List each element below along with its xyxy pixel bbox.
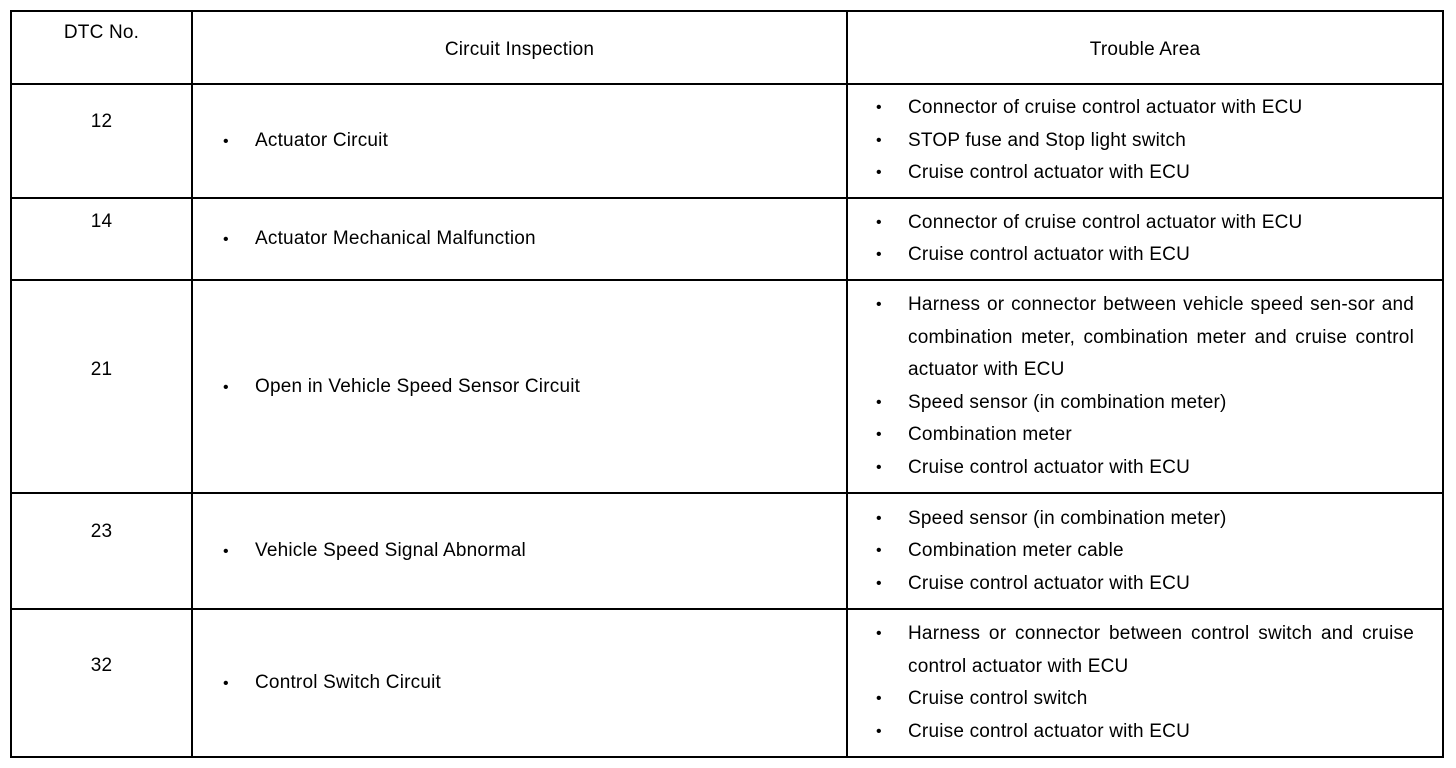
trouble-area-cell: [847, 609, 1443, 757]
bullet-icon: •: [876, 213, 882, 231]
trouble-area-text: Speed sensor (in combination meter): [908, 507, 1227, 529]
dtc-table: [10, 10, 1444, 758]
header-dtc-no: DTC No.: [11, 11, 192, 84]
bullet-icon: •: [223, 133, 229, 151]
trouble-area-cell: [847, 198, 1443, 280]
trouble-area-item: [876, 568, 1414, 601]
table-row: [11, 84, 1443, 198]
bullet-icon: •: [876, 542, 882, 560]
table-header-row: [11, 11, 1443, 84]
bullet-icon: •: [876, 131, 882, 149]
circuit-inspection-text: Open in Vehicle Speed Sensor Circuit: [255, 375, 581, 397]
bullet-icon: •: [223, 231, 229, 249]
dtc-number: 14: [11, 198, 192, 280]
bullet-icon: •: [876, 164, 882, 182]
trouble-area-cell: [847, 84, 1443, 198]
trouble-area-item: [876, 125, 1414, 158]
trouble-area-text: Speed sensor (in combination meter): [908, 391, 1227, 413]
table-row: [11, 493, 1443, 609]
trouble-area-item: [876, 716, 1414, 749]
bullet-icon: •: [223, 675, 229, 693]
bullet-icon: •: [876, 509, 882, 527]
trouble-area-text: Cruise control actuator with ECU: [908, 244, 1191, 266]
circuit-inspection-cell: [192, 84, 847, 198]
trouble-area-list: [876, 289, 1414, 484]
table-row: [11, 280, 1443, 493]
bullet-icon: •: [876, 296, 882, 314]
bullet-icon: •: [876, 458, 882, 476]
trouble-area-text: Cruise control switch: [908, 688, 1088, 710]
trouble-area-text: Connector of cruise control actuator with ECU: [908, 211, 1303, 233]
trouble-area-cell: [847, 493, 1443, 609]
circuit-inspection-item: [223, 130, 846, 152]
trouble-area-text: STOP fuse and Stop light switch: [908, 129, 1186, 151]
trouble-area-item: [876, 683, 1414, 716]
dtc-number: 12: [11, 84, 192, 198]
circuit-inspection-item: [223, 228, 846, 250]
table-row: [11, 609, 1443, 757]
bullet-icon: •: [876, 574, 882, 592]
trouble-area-item: [876, 503, 1414, 536]
trouble-area-item: [876, 452, 1414, 485]
header-trouble-area: Trouble Area: [847, 11, 1443, 84]
trouble-area-item: [876, 387, 1414, 420]
header-circuit-inspection: Circuit Inspection: [192, 11, 847, 84]
circuit-inspection-cell: [192, 609, 847, 757]
trouble-area-text: Cruise control actuator with ECU: [908, 572, 1191, 594]
circuit-inspection-item: [223, 376, 846, 398]
trouble-area-text: Harness or connector between vehicle speed sen-sor and combination meter, combination meter and cruise control actuator with ECU: [908, 294, 1414, 381]
circuit-inspection-item: [223, 540, 846, 562]
table-row: [11, 198, 1443, 280]
trouble-area-text: Harness or connector between control switch and cruise control actuator with ECU: [908, 623, 1414, 677]
bullet-icon: •: [223, 378, 229, 396]
circuit-inspection-cell: [192, 493, 847, 609]
bullet-icon: •: [876, 99, 882, 117]
trouble-area-item: [876, 157, 1414, 190]
circuit-inspection-cell: [192, 280, 847, 493]
trouble-area-item: [876, 419, 1414, 452]
dtc-number: 23: [11, 493, 192, 609]
bullet-icon: •: [876, 625, 882, 643]
trouble-area-text: Combination meter: [908, 424, 1072, 446]
circuit-inspection-text: Actuator Circuit: [255, 130, 389, 152]
trouble-area-list: [876, 503, 1414, 601]
trouble-area-text: Connector of cruise control actuator with ECU: [908, 97, 1303, 119]
bullet-icon: •: [876, 722, 882, 740]
trouble-area-item: [876, 92, 1414, 125]
trouble-area-list: [876, 207, 1414, 272]
trouble-area-item: [876, 535, 1414, 568]
trouble-area-list: [876, 92, 1414, 190]
trouble-area-text: Cruise control actuator with ECU: [908, 720, 1191, 742]
trouble-area-text: Cruise control actuator with ECU: [908, 456, 1191, 478]
bullet-icon: •: [876, 426, 882, 444]
bullet-icon: •: [876, 393, 882, 411]
trouble-area-item: [876, 618, 1414, 683]
circuit-inspection-text: Vehicle Speed Signal Abnormal: [255, 540, 526, 562]
bullet-icon: •: [876, 690, 882, 708]
dtc-number: 21: [11, 280, 192, 493]
circuit-inspection-text: Control Switch Circuit: [255, 672, 442, 694]
circuit-inspection-text: Actuator Mechanical Malfunction: [255, 228, 536, 250]
bullet-icon: •: [876, 246, 882, 264]
trouble-area-item: [876, 289, 1414, 387]
dtc-number: 32: [11, 609, 192, 757]
bullet-icon: •: [223, 543, 229, 561]
circuit-inspection-cell: [192, 198, 847, 280]
trouble-area-text: Combination meter cable: [908, 540, 1124, 562]
trouble-area-cell: [847, 280, 1443, 493]
trouble-area-text: Cruise control actuator with ECU: [908, 162, 1191, 184]
trouble-area-item: [876, 207, 1414, 240]
trouble-area-item: [876, 239, 1414, 272]
trouble-area-list: [876, 618, 1414, 748]
circuit-inspection-item: [223, 672, 846, 694]
